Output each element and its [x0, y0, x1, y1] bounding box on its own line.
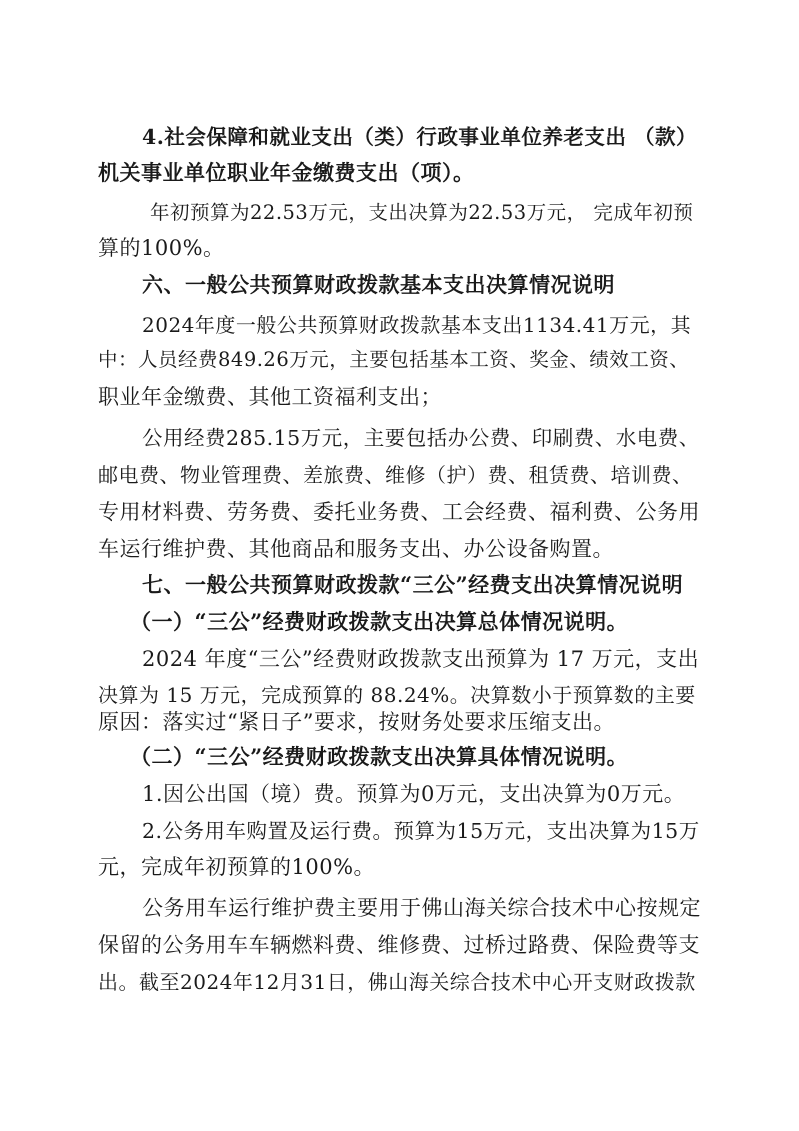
- item-4-paragraph-line-2: 算的100%。: [98, 236, 225, 260]
- section-7-paragraph-1-line-2: 决算为 15 万元，完成预算的 88.24%。决算数小于预算数的主要: [98, 683, 696, 707]
- section-7-heading: 七、一般公共预算财政拨款“三公”经费支出决算情况说明: [142, 572, 684, 597]
- item-4-title-line-2: 机关事业单位职业年金缴费支出（项）。: [98, 160, 475, 185]
- section-6-paragraph-2-line-2: 邮电费、物业管理费、差旅费、维修（护）费、租赁费、培训费、: [98, 463, 693, 487]
- section-7-paragraph-2-line-3: 出。截至2024年12月31日，佛山海关综合技术中心开支财政拨款: [98, 970, 696, 994]
- section-7-paragraph-1-line-1: 2024 年度“三公”经费财政拨款支出预算为 17 万元，支出: [142, 647, 700, 671]
- section-7-subheading-2: （二）“三公”经费财政拨款支出决算具体情况说明。: [130, 744, 629, 769]
- item-4-paragraph-line-1: 年初预算为22.53万元，支出决算为22.53万元， 完成年初预: [150, 201, 694, 224]
- section-6-paragraph-2-line-4: 车运行维护费、其他商品和服务支出、办公设备购置。: [98, 537, 614, 561]
- section-7-paragraph-1-line-3: 原因：落实过“紧日子”要求，按财务处要求压缩支出。: [98, 710, 615, 734]
- section-6-paragraph-2-line-3: 专用材料费、劳务费、委托业务费、工会经费、福利费、公务用: [98, 500, 700, 524]
- section-7-subheading-1: （一）“三公”经费财政拨款支出决算总体情况说明。: [130, 609, 629, 634]
- section-6-paragraph-1-line-2: 中：人员经费849.26万元，主要包括基本工资、奖金、绩效工资、: [98, 348, 690, 371]
- section-6-heading: 六、一般公共预算财政拨款基本支出决算情况说明: [142, 272, 615, 297]
- section-7-item-1: 1.因公出国（境）费。预算为0万元，支出决算为0万元。: [142, 782, 686, 806]
- section-7-item-2-line-2: 元，完成年初预算的100%。: [98, 855, 376, 879]
- item-4-title-line-1: 4.社会保障和就业支出（类）行政事业单位养老支出 （款）: [142, 125, 698, 149]
- section-7-paragraph-2-line-2: 保留的公务用车车辆燃料费、维修费、过桥过路费、保险费等支: [98, 933, 700, 957]
- section-6-paragraph-1-line-1: 2024年度一般公共预算财政拨款基本支出1134.41万元，其: [142, 313, 692, 337]
- section-6-paragraph-1-line-3: 职业年金缴费、其他工资福利支出；: [98, 385, 442, 409]
- section-7-paragraph-2-line-1: 公务用车运行维护费主要用于佛山海关综合技术中心按规定: [142, 896, 701, 920]
- section-7-item-2-line-1: 2.公务用车购置及运行费。预算为15万元，支出决算为15万: [142, 819, 700, 843]
- section-6-paragraph-2-line-1: 公用经费285.15万元，主要包括办公费、印刷费、水电费、: [142, 426, 700, 450]
